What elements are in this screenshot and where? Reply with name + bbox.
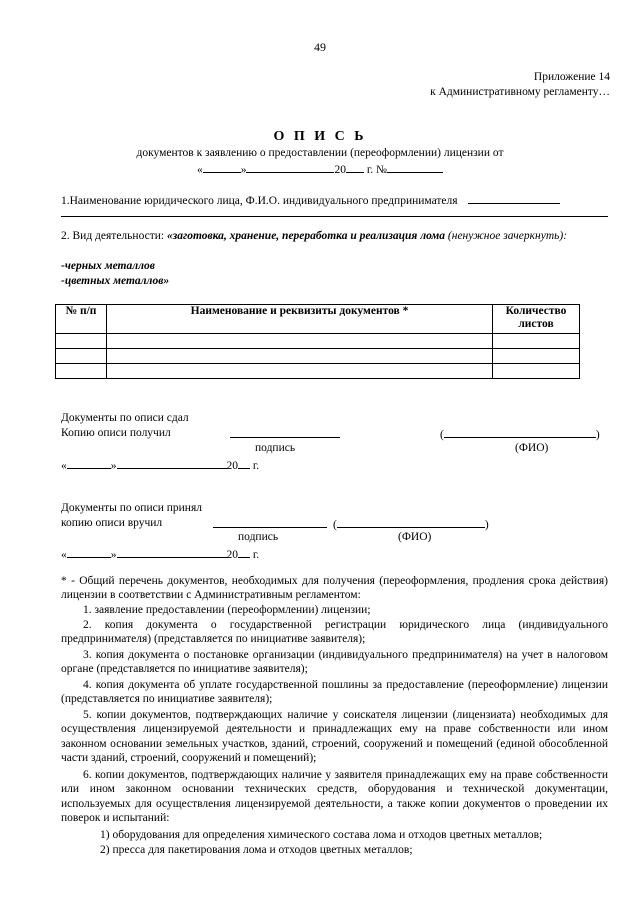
paren-open: ( bbox=[440, 429, 444, 441]
item-2 bbox=[61, 229, 608, 243]
year-suffix: г. bbox=[252, 549, 260, 561]
table-cell[interactable] bbox=[56, 364, 107, 379]
handed-line-1: Документы по описи сдал bbox=[61, 412, 189, 424]
subtitle-line-2 bbox=[0, 161, 640, 177]
quote-close: » bbox=[110, 549, 117, 561]
annex-line-1: Приложение 14 bbox=[533, 71, 610, 83]
handed-signature-blank bbox=[230, 426, 340, 438]
day-blank bbox=[67, 457, 111, 469]
number-blank bbox=[387, 161, 443, 173]
quote-open: « bbox=[61, 460, 67, 472]
table-row bbox=[56, 364, 580, 379]
table-cell[interactable] bbox=[56, 334, 107, 349]
year-prefix: 20 bbox=[334, 164, 346, 176]
year-prefix: 20 bbox=[226, 460, 238, 472]
handed-line-2: Копию описи получил bbox=[61, 427, 171, 439]
table-cell[interactable] bbox=[493, 334, 580, 349]
year-suffix: г. bbox=[252, 460, 260, 472]
day-blank bbox=[203, 161, 241, 173]
table-cell[interactable] bbox=[56, 349, 107, 364]
year-blank bbox=[346, 161, 364, 173]
table-cell[interactable] bbox=[107, 364, 493, 379]
item-2-activity: «заготовка, хранение, переработка и реализация лома bbox=[166, 230, 446, 242]
handed-fio-field[interactable] bbox=[440, 426, 600, 442]
received-line-1: Документы по описи принял bbox=[61, 502, 202, 514]
item-2-option-nonferrous: -цветных металлов» bbox=[61, 275, 170, 287]
footnote-item-4: 4. копия документа об уплате государственной пошлины за предоставление (переоформление) лицензии (представляется по инициативе заявителя); bbox=[61, 679, 608, 706]
handed-signature-field[interactable] bbox=[230, 426, 340, 442]
footnote-item-5: 5. копии документов, подтверждающих наличие у соискателя лицензии (лицензиата) необходимых для осуществления лицензируемой деятельности и принадлежащих ему на праве собственности или ином законном основании земельных участков, зданий, строений, сооружений и помещений (единой обособленной части зданий, строений, сооружений и помещений); bbox=[61, 709, 608, 765]
received-fio-blank bbox=[337, 516, 485, 528]
year-prefix: 20 bbox=[226, 549, 238, 561]
annex-line-2: к Административному регламенту… bbox=[430, 86, 610, 98]
year-blank bbox=[238, 546, 250, 558]
item-1-text: 1.Наименование юридического лица, Ф.И.О. индивидуального предпринимателя bbox=[61, 195, 458, 207]
item-1-blank bbox=[468, 192, 560, 204]
paren-open: ( bbox=[333, 519, 337, 531]
table-cell[interactable] bbox=[107, 334, 493, 349]
header-document-name: Наименование и реквизиты документов * bbox=[107, 305, 493, 334]
footnote-item-2: 2. копия документа о государственной регистрации юридического лица (индивидуального предпринимателя) (представляется по инициативе заявителя); bbox=[61, 619, 608, 646]
quote-open: « bbox=[196, 164, 203, 176]
quote-open: « bbox=[61, 549, 67, 561]
item-2-option-ferrous: -черных металлов bbox=[61, 260, 155, 272]
footnote-item-6: 6. копии документов, подтверждающих наличие у заявителя принадлежащих ему на праве собственности или ином законном основании технических средств, оборудования и технической документации, используемых для осуществления лицензируемой деятельности, а также копии документов о проведении их поверок и испытаний: bbox=[61, 769, 608, 825]
document-title: О П И С Ь bbox=[273, 129, 367, 144]
page-number: 49 bbox=[314, 40, 326, 54]
handed-date[interactable] bbox=[61, 457, 259, 473]
year-blank bbox=[238, 457, 250, 469]
footnote-intro: * - Общий перечень документов, необходимых для получения (переоформления, продления срока действия) лицензии в соответствии с Административным регламентом: bbox=[61, 575, 608, 602]
handed-fio-caption: (ФИО) bbox=[515, 442, 549, 454]
item-2-note: (ненужное зачеркнуть): bbox=[447, 230, 568, 242]
paren-close: ) bbox=[484, 519, 489, 531]
table-row bbox=[56, 334, 580, 349]
received-fio-caption: (ФИО) bbox=[398, 531, 432, 543]
table-cell[interactable] bbox=[107, 349, 493, 364]
number-label: г. № bbox=[366, 164, 388, 176]
header-sheet-count: Количество листов bbox=[493, 305, 580, 334]
footnote-subitem-2: 2) пресса для пакетирования лома и отходов цветных металлов; bbox=[100, 844, 413, 856]
header-number: № п/п bbox=[56, 305, 107, 334]
month-blank bbox=[246, 161, 334, 173]
handed-signature-caption: подпись bbox=[255, 442, 296, 454]
footnote-item-3: 3. копия документа о постановке организации (индивидуального предпринимателя) на учет в налоговом органе (представляется по инициативе заявителя); bbox=[61, 649, 608, 676]
received-line-2: копию описи вручил bbox=[61, 517, 163, 529]
quote-close: » bbox=[110, 460, 117, 472]
table-cell[interactable] bbox=[493, 364, 580, 379]
item-2-prefix: 2. Вид деятельности: bbox=[61, 230, 165, 242]
footnote-subitem-1: 1) оборудования для определения химического состава лома и отходов цветных металлов; bbox=[100, 829, 543, 841]
month-blank bbox=[117, 546, 227, 558]
item-1-line bbox=[61, 216, 608, 217]
month-blank bbox=[117, 457, 227, 469]
received-date[interactable] bbox=[61, 546, 259, 562]
table-header-row bbox=[56, 305, 580, 334]
received-signature-caption: подпись bbox=[238, 531, 279, 543]
subtitle-line-1: документов к заявлению о предоставлении (переоформлении) лицензии от bbox=[136, 147, 504, 159]
quote-close: » bbox=[240, 164, 247, 176]
table-cell[interactable] bbox=[493, 349, 580, 364]
documents-table bbox=[55, 304, 580, 379]
table-row bbox=[56, 349, 580, 364]
day-blank bbox=[67, 546, 111, 558]
handed-fio-blank bbox=[444, 426, 596, 438]
received-signature-blank bbox=[213, 516, 327, 528]
item-1 bbox=[61, 192, 560, 208]
footnote-item-1: 1. заявление предоставлении (переоформлении) лицензии; bbox=[83, 604, 371, 616]
paren-close: ) bbox=[595, 429, 600, 441]
